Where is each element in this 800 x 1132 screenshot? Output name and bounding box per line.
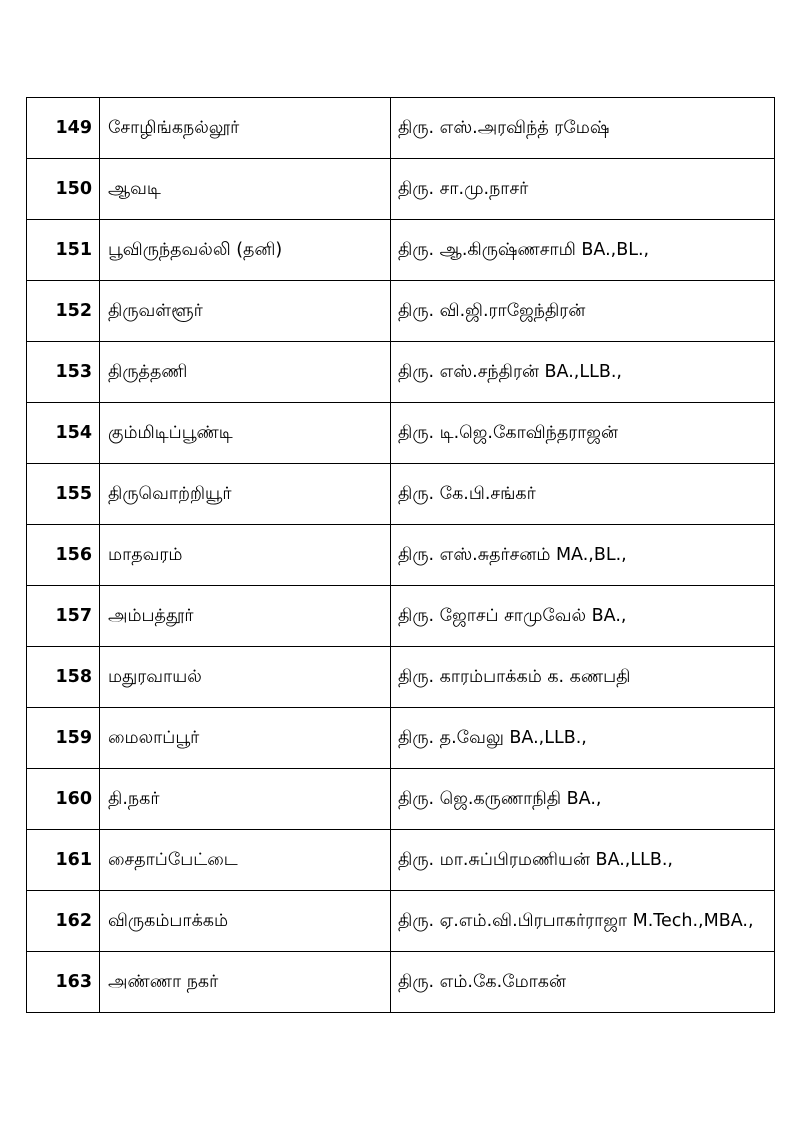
serial-number: 154 <box>27 403 100 464</box>
candidate-name: திரு. மா.சுப்பிரமணியன் BA.,LLB., <box>391 830 775 891</box>
candidate-table <box>26 97 775 1013</box>
candidate-name: திரு. டி.ஜெ.கோவிந்தராஜன் <box>391 403 775 464</box>
serial-number: 150 <box>27 159 100 220</box>
constituency-name: திருவள்ளூர் <box>100 281 391 342</box>
table-row <box>27 159 775 220</box>
candidate-name: திரு. எஸ்.சுதர்சனம் MA.,BL., <box>391 525 775 586</box>
constituency-name: மதுரவாயல் <box>100 647 391 708</box>
constituency-name: விருகம்பாக்கம் <box>100 891 391 952</box>
serial-number: 163 <box>27 952 100 1013</box>
serial-number: 153 <box>27 342 100 403</box>
candidate-name: திரு. த.வேலு BA.,LLB., <box>391 708 775 769</box>
table-row <box>27 830 775 891</box>
constituency-name: தி.நகர் <box>100 769 391 830</box>
candidate-name: திரு. காரம்பாக்கம் க. கணபதி <box>391 647 775 708</box>
constituency-name: ஆவடி <box>100 159 391 220</box>
table-row <box>27 647 775 708</box>
candidate-table-body <box>27 98 775 1013</box>
constituency-name: சோழிங்கநல்லூர் <box>100 98 391 159</box>
table-row <box>27 891 775 952</box>
table-row <box>27 403 775 464</box>
serial-number: 151 <box>27 220 100 281</box>
table-row <box>27 98 775 159</box>
serial-number: 158 <box>27 647 100 708</box>
serial-number: 156 <box>27 525 100 586</box>
candidate-name: திரு. ஜெ.கருணாநிதி BA., <box>391 769 775 830</box>
candidate-name: திரு. எஸ்.அரவிந்த் ரமேஷ் <box>391 98 775 159</box>
candidate-name: திரு. எஸ்.சந்திரன் BA.,LLB., <box>391 342 775 403</box>
serial-number: 149 <box>27 98 100 159</box>
constituency-name: அண்ணா நகர் <box>100 952 391 1013</box>
table-row <box>27 586 775 647</box>
serial-number: 152 <box>27 281 100 342</box>
serial-number: 160 <box>27 769 100 830</box>
serial-number: 157 <box>27 586 100 647</box>
constituency-name: மைலாப்பூர் <box>100 708 391 769</box>
constituency-name: அம்பத்தூர் <box>100 586 391 647</box>
candidate-name: திரு. கே.பி.சங்கர் <box>391 464 775 525</box>
candidate-name: திரு. ஆ.கிருஷ்ணசாமி BA.,BL., <box>391 220 775 281</box>
candidate-name: திரு. சா.மு.நாசர் <box>391 159 775 220</box>
candidate-name: திரு. வி.ஜி.ராஜேந்திரன் <box>391 281 775 342</box>
constituency-name: சைதாப்பேட்டை <box>100 830 391 891</box>
candidate-name: திரு. ஏ.எம்.வி.பிரபாகர்ராஜா M.Tech.,MBA., <box>391 891 775 952</box>
table-row <box>27 281 775 342</box>
table-row <box>27 708 775 769</box>
table-row <box>27 464 775 525</box>
table-row <box>27 342 775 403</box>
serial-number: 161 <box>27 830 100 891</box>
table-row <box>27 769 775 830</box>
constituency-name: பூவிருந்தவல்லி (தனி) <box>100 220 391 281</box>
serial-number: 162 <box>27 891 100 952</box>
serial-number: 155 <box>27 464 100 525</box>
constituency-name: திருவொற்றியூர் <box>100 464 391 525</box>
constituency-name: மாதவரம் <box>100 525 391 586</box>
serial-number: 159 <box>27 708 100 769</box>
table-row <box>27 952 775 1013</box>
table-row <box>27 525 775 586</box>
candidate-name: திரு. எம்.கே.மோகன் <box>391 952 775 1013</box>
candidate-name: திரு. ஜோசப் சாமுவேல் BA., <box>391 586 775 647</box>
table-row <box>27 220 775 281</box>
constituency-name: கும்மிடிப்பூண்டி <box>100 403 391 464</box>
constituency-name: திருத்தணி <box>100 342 391 403</box>
